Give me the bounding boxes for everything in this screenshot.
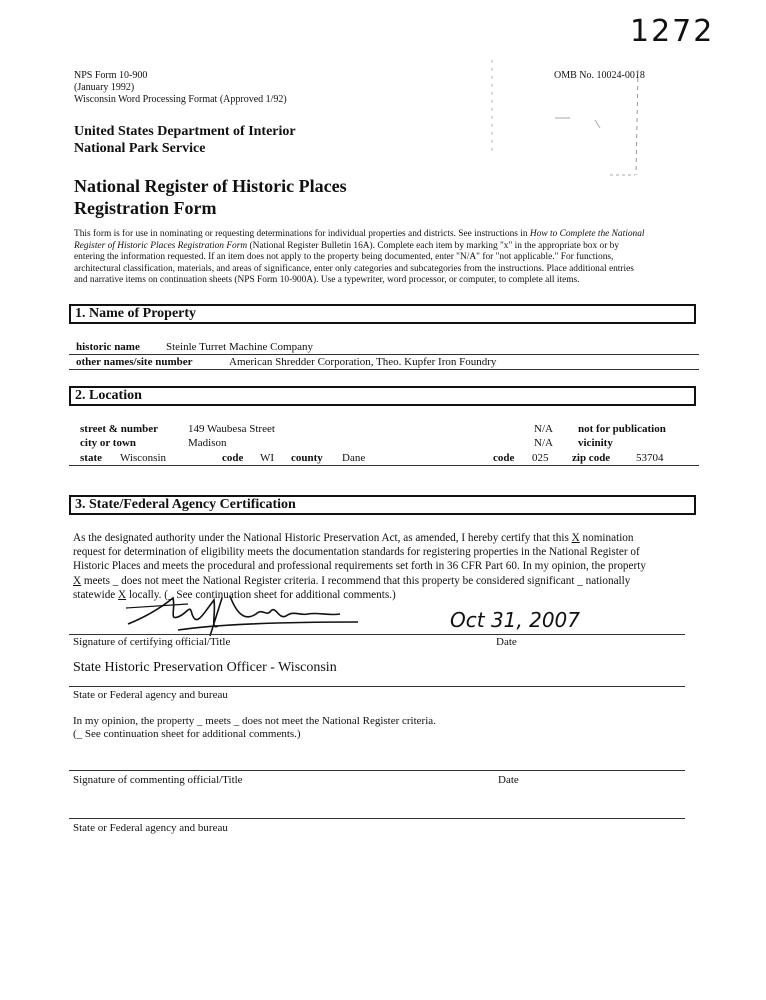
cert-text: locally. (_ See continuation sheet for additional comments.) <box>126 588 396 601</box>
instructions-paragraph <box>74 229 704 287</box>
street-value: 149 Waubesa Street <box>188 423 275 435</box>
form-header <box>74 70 287 106</box>
county-value: Dane <box>342 452 366 464</box>
rule <box>69 634 685 635</box>
omb-number: OMB No. 10024-0018 <box>554 70 645 81</box>
state-code-label: code <box>222 452 244 464</box>
certifying-signature-label: Signature of certifying official/Title <box>73 636 231 648</box>
rule <box>69 369 699 370</box>
cert-text: As the designated authority under the National Historic Preservation Act, as amended, I hereby certify that this <box>73 532 572 544</box>
form-format: Wisconsin Word Processing Format (Approved 1/92) <box>74 94 287 105</box>
county-code-value: 025 <box>532 452 549 464</box>
cert-text: meets _ does not meet the National Register criteria. I recommend that this property be considered significant _ nationally <box>81 574 631 587</box>
signature-image <box>118 586 368 638</box>
form-title-line1: National Register of Historic Places <box>74 176 347 196</box>
street-label: street & number <box>80 423 158 435</box>
certifying-date-label: Date <box>496 636 517 648</box>
vicinity-label: vicinity <box>578 437 613 449</box>
street-na: N/A <box>534 423 553 435</box>
cert-text: statewide <box>73 588 119 601</box>
intro-text: entering the information requested. If an item does not apply to the property being documented, enter "N/A" for "not applicable." For functions, <box>74 252 614 263</box>
cert-text: request for determination of eligibility meets the documentation standards for registering properties in the National Register of <box>73 546 640 559</box>
agency-service: National Park Service <box>74 141 206 156</box>
form-number: NPS Form 10-900 <box>74 70 148 81</box>
cert-text: nomination <box>579 532 634 544</box>
intro-text: (National Register Bulletin 16A). Complete each item by marking "x" in the appropriate box or by <box>247 240 620 251</box>
rule <box>69 465 699 466</box>
other-names-value: American Shredder Corporation, Theo. Kupfer Iron Foundry <box>229 356 497 368</box>
intro-italic: Register of Historic Places Registration Form <box>74 240 248 251</box>
county-code-label: code <box>493 452 515 464</box>
state-value: Wisconsin <box>120 452 166 464</box>
agency-department: United States Department of Interior <box>74 124 296 139</box>
opinion-statement: In my opinion, the property _ meets _ does not meet the National Register criteria. <box>73 715 436 727</box>
cert-check: X <box>73 574 82 587</box>
rule <box>69 818 685 819</box>
handwritten-date: Oct 31, 2007 <box>450 608 580 632</box>
zip-label: zip code <box>572 452 611 464</box>
agency-block <box>74 123 296 157</box>
form-date: (January 1992) <box>74 82 135 93</box>
city-na: N/A <box>534 437 553 449</box>
cert-text: Historic Places and meets the procedural and professional requirements set forth in 36 CFR Part 60. In my opinion, the property <box>73 560 646 573</box>
historic-name-label: historic name <box>76 341 140 353</box>
historic-name-value: Steinle Turret Machine Company <box>166 341 313 353</box>
historic-name-row <box>76 341 140 354</box>
not-for-publication-label: not for publication <box>578 423 666 435</box>
cert-check: X <box>571 532 580 544</box>
intro-text: This form is for use in nominating or requesting determinations for individual properties and districts. See instructions in <box>74 229 530 239</box>
rule <box>69 770 685 771</box>
section-1-header: 1. Name of Property <box>69 304 696 324</box>
agency-bureau-label: State or Federal agency and bureau <box>73 689 228 701</box>
certifying-officer-title: State Historic Preservation Officer - Wisconsin <box>73 660 337 675</box>
state-code-value: WI <box>260 452 275 464</box>
intro-text: and narrative items on continuation sheets (NPS Form 10-900A). Use a typewriter, word processor, or computer, to complete all items. <box>74 275 580 286</box>
commenting-date-label: Date <box>498 774 519 786</box>
city-label: city or town <box>80 437 137 449</box>
form-title-line2: Registration Form <box>74 198 217 218</box>
cert-check: X <box>118 588 127 601</box>
form-title <box>74 175 347 219</box>
intro-italic: How to Complete the National <box>529 229 645 239</box>
intro-text: architectural classification, materials, and areas of significance, enter only categories and subcategories from the instructions. Place additional entries <box>74 263 634 274</box>
zip-value: 53704 <box>636 452 664 464</box>
county-label: county <box>291 452 323 464</box>
rule <box>69 354 699 355</box>
rule <box>69 686 685 687</box>
scan-artifact-marks <box>470 60 670 180</box>
other-names-label: other names/site number <box>76 356 193 368</box>
agency-bureau-label-2: State or Federal agency and bureau <box>73 822 228 834</box>
commenting-signature-label: Signature of commenting official/Title <box>73 774 243 786</box>
opinion-continuation: (_ See continuation sheet for additional comments.) <box>73 728 301 740</box>
section-2-header: 2. Location <box>69 386 696 406</box>
state-label: state <box>80 452 102 464</box>
handwritten-page-number: 1272 <box>630 14 715 49</box>
section-3-header: 3. State/Federal Agency Certification <box>69 495 696 515</box>
city-value: Madison <box>188 437 227 449</box>
